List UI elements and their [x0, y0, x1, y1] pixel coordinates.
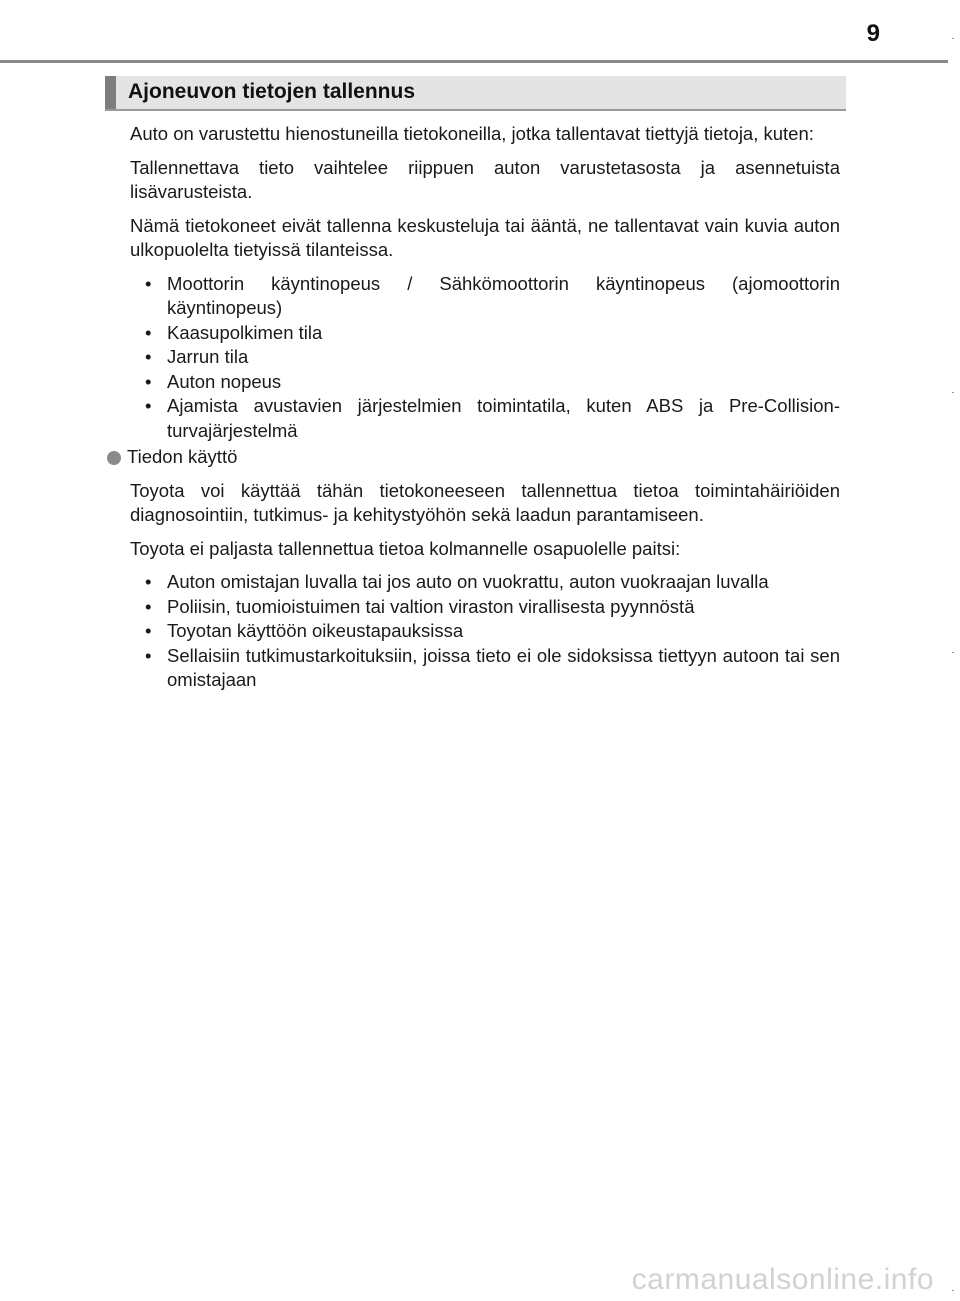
list-item: [130, 644, 840, 693]
list-item: [130, 370, 840, 395]
list-item: [130, 619, 840, 644]
bullet-icon: •: [145, 272, 152, 294]
bullet-icon: •: [145, 644, 152, 666]
section-header-bar: [105, 76, 116, 109]
watermark: carmanualsonline.info: [631, 1263, 934, 1296]
intro-paragraph: Nämä tietokoneet eivät tallenna keskusteluja tai ääntä, ne tallentavat vain kuvia auton ulkopuolelta tietyissä tilanteissa.: [130, 214, 840, 260]
page-number: 9: [866, 20, 880, 47]
intro-paragraph: Auto on varustettu hienostuneilla tietokoneilla, jotka tallentavat tiettyjä tietoja, kuten:: [130, 123, 814, 144]
list-item-text: Moottorin käyntinopeus / Sähkömoottorin käyntinopeus (ajomoottorin käyntinopeus): [167, 272, 840, 318]
list-item: [130, 272, 840, 321]
usage-paragraph: Toyota voi käyttää tähän tietokoneeseen tallennettua tietoa toimintahäiriöiden diagnosointiin, tutkimus- ja kehitystyöhön sekä laadun parantamiseen.: [130, 479, 840, 525]
bullet-icon: •: [145, 321, 152, 343]
list-item-text: Auton nopeus: [167, 370, 282, 392]
list-item-text: Poliisin, tuomioistuimen tai valtion viraston virallisesta pyynnöstä: [167, 595, 695, 617]
list-item: [130, 345, 840, 370]
list-item-text: Ajamista avustavien järjestelmien toimintatila, kuten ABS ja Pre-Collision-turvajärjestelmä: [167, 395, 840, 441]
page-content: [127, 122, 840, 695]
bullet-icon: •: [145, 370, 152, 392]
circle-bullet-icon: [107, 451, 121, 465]
bullet-icon: •: [145, 595, 152, 617]
section-title: Ajoneuvon tietojen tallennus: [128, 80, 416, 103]
list-item-text: Jarrun tila: [167, 346, 249, 367]
list-item: [130, 394, 840, 443]
recorded-items-list: [130, 272, 840, 444]
list-item-text: Kaasupolkimen tila: [167, 321, 323, 343]
usage-paragraph: Toyota ei paljasta tallennettua tietoa kolmannelle osapuolelle paitsi:: [130, 537, 681, 559]
section-header: [105, 76, 846, 111]
bullet-icon: •: [145, 620, 152, 641]
list-item-text: Toyotan käyttöön oikeustapauksissa: [167, 620, 464, 641]
list-item-text: Auton omistajan luvalla tai jos auto on vuokrattu, auton vuokraajan luvalla: [167, 571, 769, 592]
usage-subheading: [105, 445, 840, 470]
bullet-icon: •: [145, 395, 152, 416]
bullet-icon: •: [145, 346, 152, 367]
disclosure-items-list: [130, 570, 840, 693]
list-item-text: Sellaisiin tutkimustarkoituksiin, joissa tieto ei ole sidoksissa tiettyyn autoon tai sen omistajaan: [167, 644, 840, 690]
bullet-icon: •: [145, 571, 152, 592]
header-rule: [0, 60, 948, 63]
list-item: [130, 321, 840, 346]
list-item: [130, 595, 840, 620]
usage-heading-text: Tiedon käyttö: [127, 446, 238, 467]
list-item: [130, 570, 840, 595]
intro-paragraph: Tallennettava tieto vaihtelee riippuen auton varustetasosta ja asennetuista lisävarusteista.: [130, 156, 840, 202]
